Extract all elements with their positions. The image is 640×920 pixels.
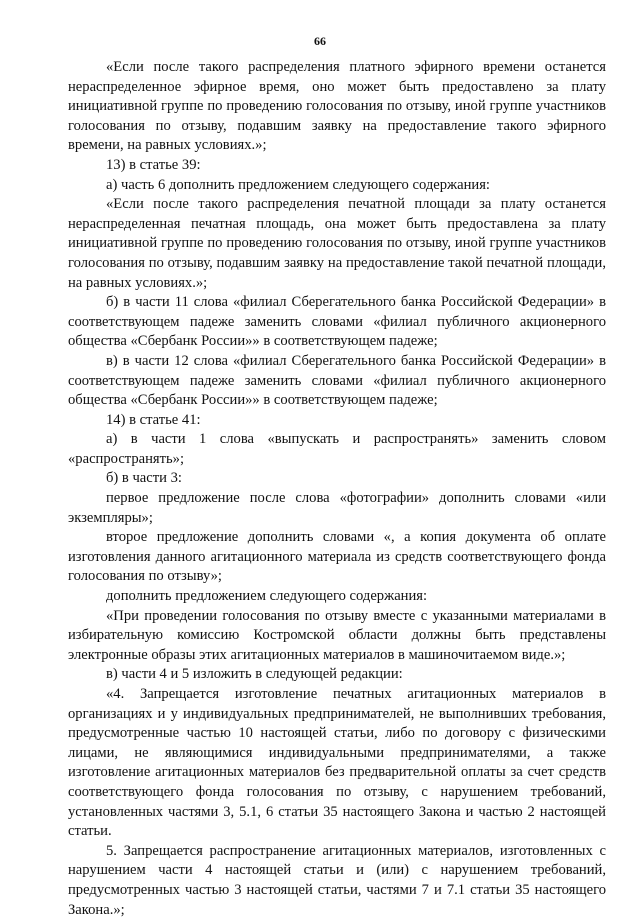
paragraph: 13) в статье 39: [106,156,201,173]
page-number: 66 [314,34,326,48]
paragraph: «Если после такого распределения печатной площади за плату останется нераспределенная печатная площадь, она может быть предоставлена за плату инициативной группе по проведению голосования по отзыву, иной группе участников голосования по отзыву, подавшим заявку на предоставление такой печатной площади, на равных условиях.»; [68,196,606,291]
paragraph: «4. Запрещается изготовление печатных агитационных материалов в организациях и у индивидуальных предпринимателей, не выполнивших требования, предусмотренные частью 10 настоящей статьи, либо по договору с физическими лицами, не являющимися индивидуальными предпринимателями, а также изготовление агитационных материалов без предварительной оплаты за счет средств соответствующего фонда голосования по отзыву, с нарушением требований, установленных частями 3, 5.1, 6 статьи 35 настоящего Закона и частью 2 настоящей статьи. [68,686,606,840]
paragraph: дополнить предложением следующего содержания: [106,588,428,605]
paragraph: 5. Запрещается распространение агитационных материалов, изготовленных с нарушением части 4 настоящей статьи и (или) с нарушением требований, предусмотренных частью 3 настоящей статьи, частями 7 и 7.1 статьи 35 настоящего Закона.»; [68,842,606,918]
paragraph: второе предложение дополнить словами «, а копия документа об оплате изготовления данного агитационного материала из средств соответствующего фонда голосования по отзыву»; [68,529,606,585]
document-body [68,58,606,920]
paragraph: в) в части 12 слова «филиал Сберегательного банка Российской Федерации» в соответствующем падеже заменить словами «филиал публичного акционерного общества «Сбербанк России»» в соответствующем падеже; [68,352,606,409]
paragraph: «Если после такого распределения платного эфирного времени останется нераспределенное эфирное время, оно может быть предоставлено за плату инициативной группе по проведению голосования по отзыву, иной группе участников голосования по отзыву, подавшим заявку на предоставление такого эфирного времени, на равных условиях.»; [68,59,606,154]
paragraph: б) в части 11 слова «филиал Сберегательного банка Российской Федерации» в соответствующем падеже заменить словами «филиал публичного акционерного общества «Сбербанк России»» в соответствующем падеже; [68,294,606,350]
paragraph: первое предложение после слова «фотографии» дополнить словами «или экземпляры»; [68,490,606,526]
paragraph: в) части 4 и 5 изложить в следующей редакции: [106,666,403,683]
paragraph: а) в части 1 слова «выпускать и распространять» заменить словом «распространять»; [68,431,606,467]
paragraph: а) часть 6 дополнить предложением следующего содержания: [106,176,490,193]
paragraph: «При проведении голосования по отзыву вместе с указанными материалами в избирательную комиссию Костромской области должны быть представлены электронные образы этих агитационных материалов в машиночитаемом виде.»; [68,607,606,663]
paragraph: 14) в статье 41: [106,411,201,428]
paragraph: б) в части 3: [106,470,182,487]
